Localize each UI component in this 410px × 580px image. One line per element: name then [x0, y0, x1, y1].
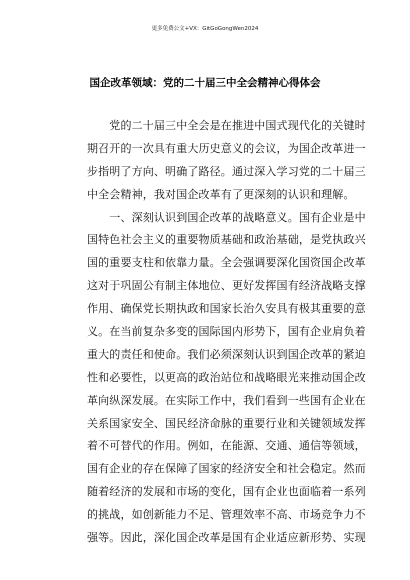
body-line: 的挑战，如创新能力不足、管理效率不高、市场竞争力不 — [87, 508, 366, 522]
body-line: 强等。因此，深化国企改革是国有企业适应新形势、实现 — [87, 531, 366, 545]
body-line: 国特色社会主义的重要物质基础和政治基础，是党执政兴 — [87, 233, 366, 247]
document-body — [87, 115, 366, 550]
body-line: 重大的责任和使命。我们必须深刻认识到国企改革的紧迫 — [87, 347, 366, 361]
body-line: 性和必要性，以更高的政治站位和战略眼光来推动国企改 — [87, 370, 366, 384]
body-line: 国的重要支柱和依靠力量。全会强调要深化国资国企改革 — [87, 256, 366, 270]
body-line: 一、深刻认识到国企改革的战略意义。国有企业是中 — [87, 210, 366, 224]
body-line: 作用、确保党长期执政和国家长治久安具有极其重要的意 — [87, 302, 366, 316]
body-line: 着不可替代的作用。例如，在能源、交通、通信等领域， — [87, 439, 366, 453]
body-line: 这对于巩固公有制主体地位、更好发挥国有经济战略支撑 — [87, 279, 366, 293]
body-line: 步指明了方向、明确了路径。通过深入学习党的二十届三 — [87, 164, 366, 178]
body-line: 关系国家安全、国民经济命脉的重要行业和关键领域发挥 — [87, 416, 366, 430]
body-line: 义。在当前复杂多变的国际国内形势下，国有企业肩负着 — [87, 325, 366, 339]
body-line: 革向纵深发展。在实际工作中，我们看到一些国有企业在 — [87, 393, 366, 407]
body-line: 党的二十届三中全会是在推进中国式现代化的关键时 — [87, 119, 366, 132]
page-header-note: 更多免费公文+VX：GitGoGongWen2024 — [151, 26, 259, 32]
body-line: 随着经济的发展和市场的变化，国有企业也面临着一系列 — [87, 485, 366, 499]
body-line: 国有企业的存在保障了国家的经济安全和社会稳定。然而 — [87, 462, 366, 476]
document-title: 国企改革领域：党的二十届三中全会精神心得体会 — [89, 77, 321, 89]
body-line: 中全会精神，我对国企改革有了更深刻的认识和理解。 — [87, 187, 355, 201]
body-line: 期召开的一次具有重大历史意义的会议，为国企改革进一 — [87, 141, 366, 155]
